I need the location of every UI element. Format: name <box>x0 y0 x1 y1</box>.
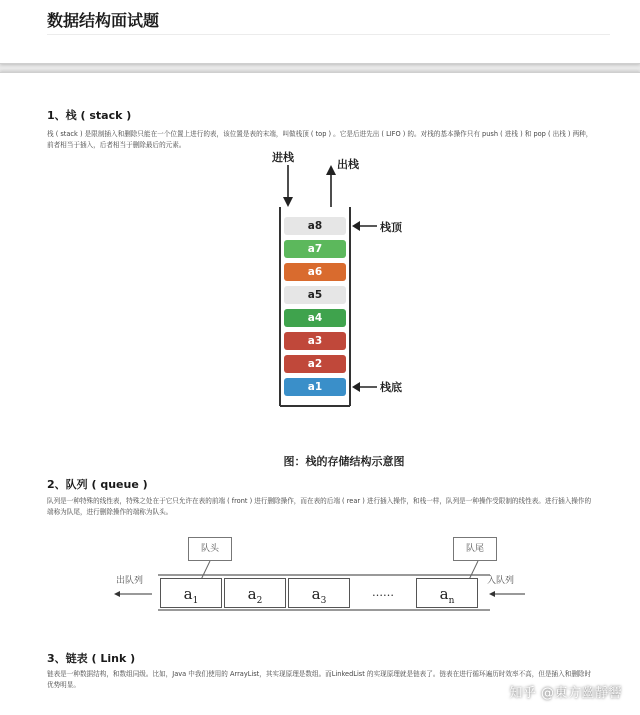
section-heading-queue: 2、队列 ( queue ) <box>47 478 148 491</box>
page-title: 数据结构面试题 <box>47 11 160 30</box>
stack-caption: 图：栈的存储结构示意图 <box>283 455 405 468</box>
pop-label: 出栈 <box>337 158 359 171</box>
stack-item-a3: a3 <box>284 332 346 350</box>
dequeue-label: 出队列 <box>116 576 144 586</box>
stack-item-a6: a6 <box>284 263 346 281</box>
section-heading-stack: 1、栈 ( stack ) <box>47 109 132 122</box>
section-text-stack: 栈 ( stack ) 是限制插入和删除只能在一个位置上进行的表，该位置是表的末端，叫做栈顶 ( top ) 。它是后进先出 ( LIFO ) 的。对栈的基本操作只有 push ( 进栈 ) 和 pop ( 出栈 ) 两种，前者相当于插入，后者相当于删除最后的元素。 <box>47 130 593 149</box>
push-label: 进栈 <box>272 151 294 164</box>
page-content <box>0 72 640 715</box>
stack-item-a7: a7 <box>284 240 346 258</box>
stack-top-label: 栈顶 <box>380 221 402 234</box>
stack-item-a1: a1 <box>284 378 346 396</box>
queue-head-tag: 队头 <box>188 537 232 561</box>
section-heading-link: 3、链表 ( Link ) <box>47 652 136 665</box>
stack-diagram-lines <box>258 165 428 445</box>
title-divider <box>47 34 610 35</box>
queue-tail-tag: 队尾 <box>453 537 497 561</box>
queue-cell-3: $a_3$ <box>288 578 350 608</box>
queue-ellipsis: …… <box>352 578 414 608</box>
stack-bottom-label: 栈底 <box>380 381 402 394</box>
queue-cell-2: $a_2$ <box>224 578 286 608</box>
page-top <box>0 0 640 64</box>
section-text-queue: 队列是一种特殊的线性表，特殊之处在于它只允许在表的前端 ( front ) 进行删除操作，而在表的后端 ( rear ) 进行插入操作，和栈一样，队列是一种操作受限制的线性表。进行插入操作的端称为队尾，进行删除操作的端称为队头。 <box>47 497 592 516</box>
queue-cell-1: $a_1$ <box>160 578 222 608</box>
stack-item-a2: a2 <box>284 355 346 373</box>
watermark: 知乎 @東方幽靜響 <box>509 686 622 701</box>
section-text-link: 链表是一种数据结构，和数组同级。比如，Java 中我们使用的 ArrayList，其实现原理是数组。而LinkedList 的实现原理就是链表了。链表在进行循环遍历时效率不高，但是插入和删除时优势明显。 <box>47 670 592 689</box>
stack-diagram <box>258 151 428 468</box>
queue-diagram <box>110 533 530 623</box>
queue-cell-n: $a_n$ <box>416 578 478 608</box>
stack-item-a8: a8 <box>284 217 346 235</box>
stack-item-a5: a5 <box>284 286 346 304</box>
stack-item-a4: a4 <box>284 309 346 327</box>
enqueue-label: 入队列 <box>487 576 515 586</box>
